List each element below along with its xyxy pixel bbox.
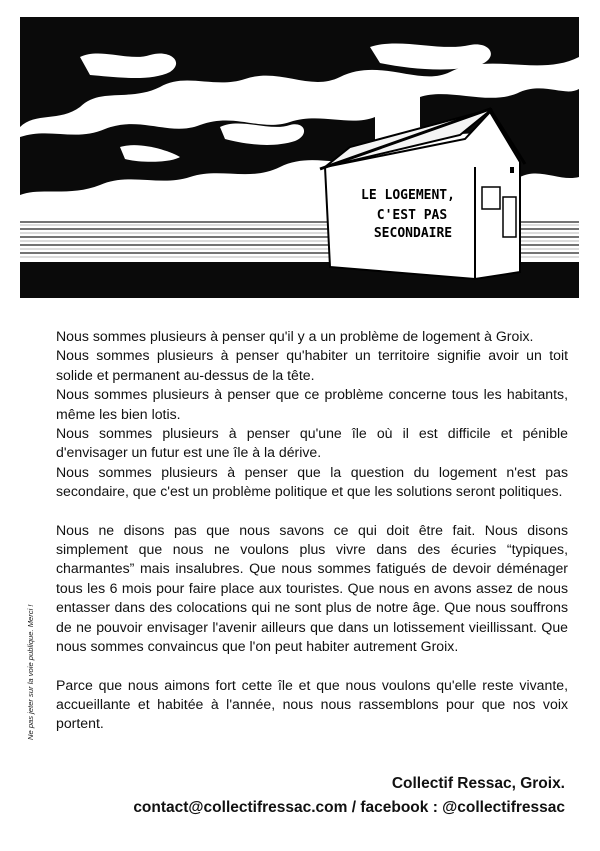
paragraph-line: Nous sommes plusieurs à penser qu'une île où il est difficile et pénible d'envisager un futur est une île à la dérive. (56, 425, 568, 461)
side-note: Ne pas jeter sur la voie publique. Merci ! (26, 604, 35, 740)
paragraph-line: Nous sommes plusieurs à penser qu'habiter un territoire signifie avoir un toit solide et permanent au-dessus de la tête. (56, 347, 568, 383)
body-text (56, 327, 568, 753)
paragraph-3: Parce que nous aimons fort cette île et que nous voulons qu'elle reste vivante, accueillante et habitée à l'année, nous nous rassemblons pour que nos voix portent. (56, 676, 568, 732)
wall-slogan-line-3: SECONDAIRE (373, 226, 453, 241)
paragraph-2: Nous ne disons pas que nous savons ce qui doit être fait. Nous disons simplement que nous ne voulons plus vivre dans des écuries “typiques, charmantes” mais insalubres. Que nous sommes fatigués de devoir déménager tous les 6 mois pour faire place aux touristes. Que nous en avons assez de nous entasser dans des colocations qui ne sont plus de notre âge. Que nous souffrons de ne pouvoir envisager l'avenir ailleurs que dans un lotissement vieillissant. Que nous sommes convaincus que l'on peut habiter autrement Groix. (56, 521, 568, 655)
paragraph-line: Nous sommes plusieurs à penser qu'il y a un problème de logement à Groix. (56, 328, 534, 344)
paragraph-group-3 (56, 676, 568, 734)
header-illustration (20, 17, 579, 298)
wall-slogan-line-1: LE LOGEMENT, (361, 188, 455, 203)
paragraph-line: Nous sommes plusieurs à penser que la question du logement n'est pas secondaire, que c'est un problème politique et que les solutions seront politiques. (56, 463, 568, 500)
signature-contact: contact@collectifressac.com / facebook : @collectifressac (133, 799, 565, 816)
paragraph-group-2 (56, 521, 568, 657)
paragraph-group-1 (56, 327, 568, 502)
wall-slogan-line-2: C'EST PAS (376, 208, 448, 223)
signature (133, 772, 565, 820)
signature-name: Collectif Ressac, Groix. (391, 775, 565, 792)
paragraph-line: Nous sommes plusieurs à penser que ce problème concerne tous les habitants, même les bien lotis. (56, 386, 568, 422)
